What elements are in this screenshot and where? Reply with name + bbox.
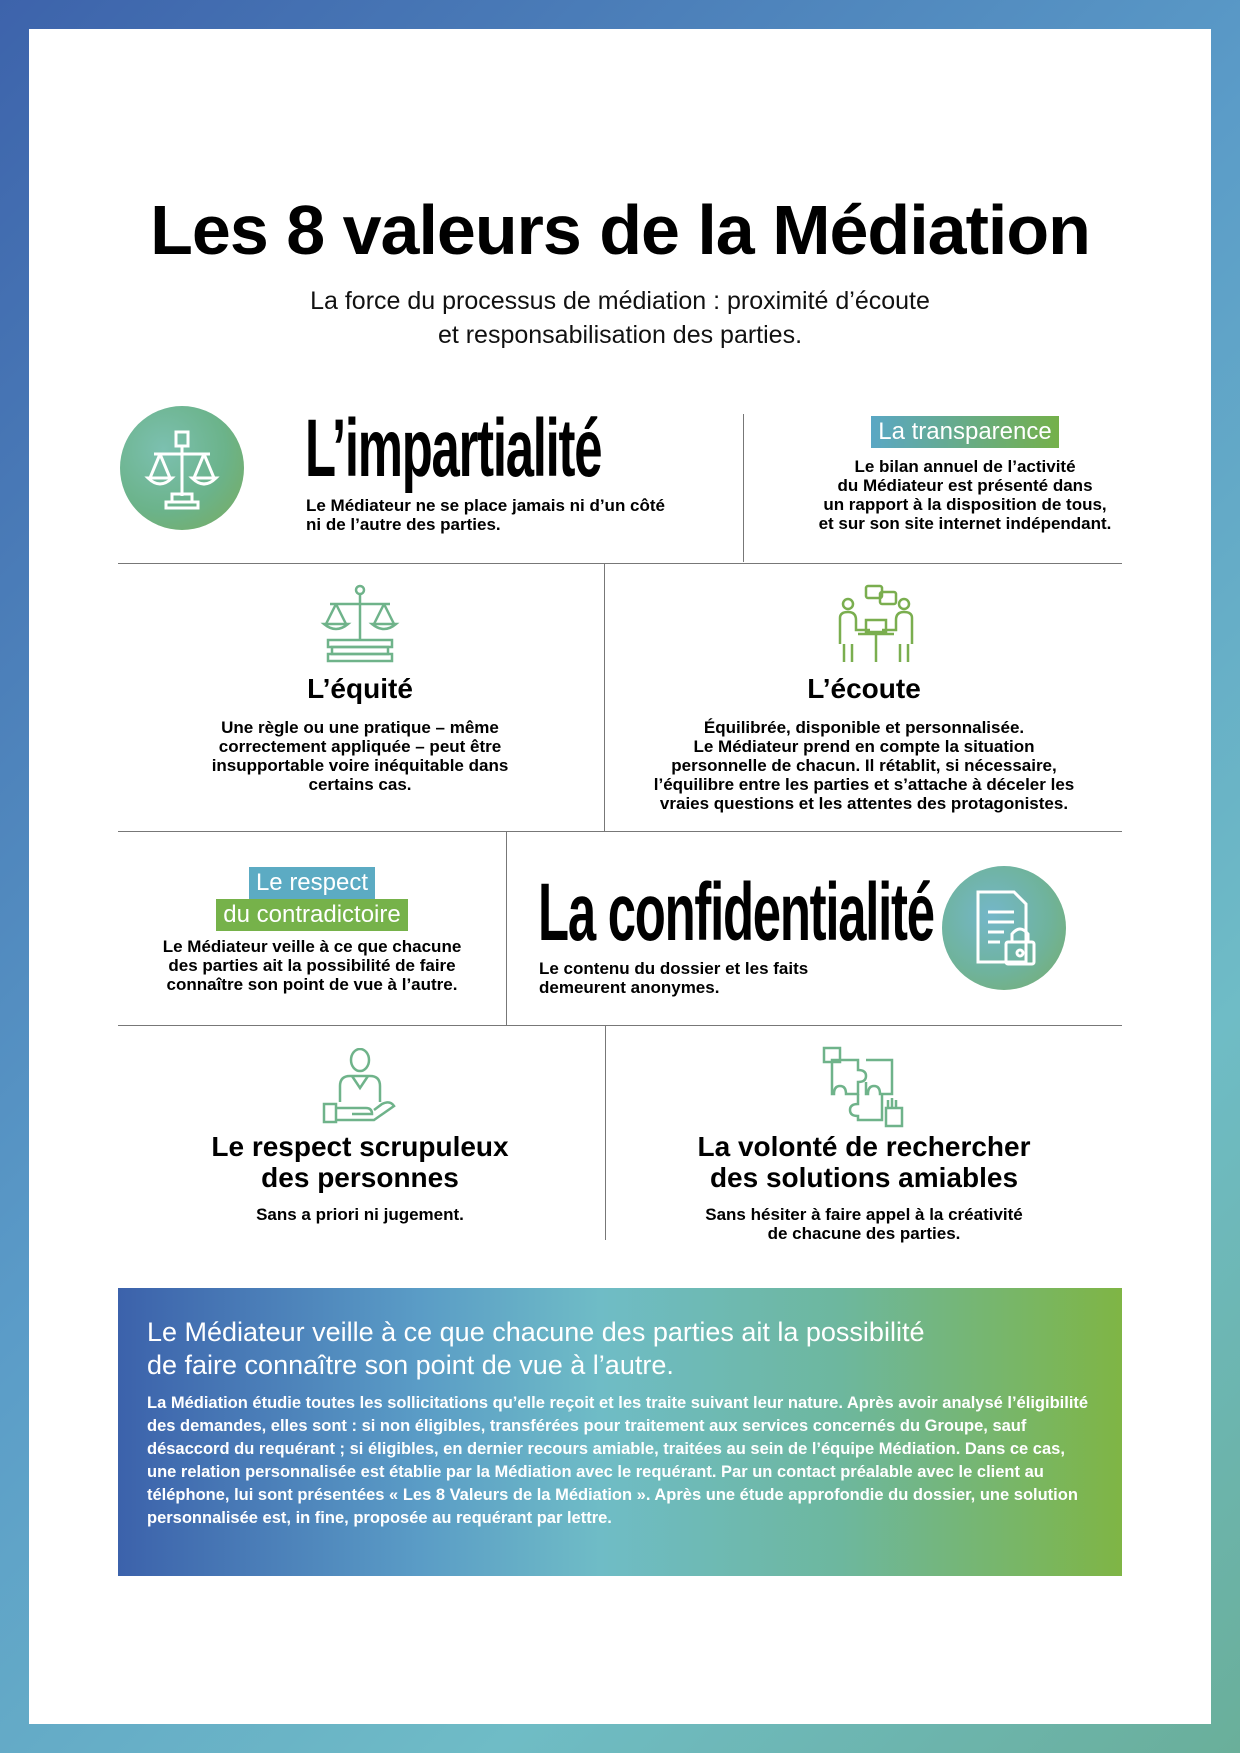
- transparence-block: La transparence Le bilan annuel de l’activité du Médiateur est présenté dans un rapport à la disposition de tous, et sur son site internet indépendant.: [818, 418, 1112, 533]
- person-hand-icon: [322, 1048, 398, 1126]
- document-lock-icon: [942, 866, 1066, 990]
- meeting-chat-icon: [836, 584, 916, 664]
- contradictoire-title-1: Le respect: [249, 867, 375, 899]
- divider: [605, 1025, 606, 1240]
- puzzle-hands-icon: [822, 1046, 904, 1128]
- banner-heading: Le Médiateur veille à ce que chacune des parties ait la possibilité de faire connaître son point de vue à l’autre.: [147, 1317, 925, 1380]
- ecoute-text: Équilibrée, disponible et personnalisée. Le Médiateur prend en compte la situation personnelle de chacun. Il rétablit, si nécessaire, l’équilibre entre les parties et s’attache à déceler les vraies questions et les attentes des protagonistes.: [653, 718, 1075, 813]
- confidentialite-text: Le contenu du dossier et les faits demeurent anonymes.: [539, 959, 809, 997]
- impartialite-text: Le Médiateur ne se place jamais ni d’un côté ni de l’autre des parties.: [306, 496, 666, 534]
- respect-personnes-text: Sans a priori ni jugement.: [256, 1205, 464, 1224]
- transparence-title: La transparence: [871, 416, 1058, 448]
- justice-fist-icon: [120, 406, 244, 530]
- divider: [118, 563, 1122, 564]
- respect-personnes-title: Le respect scrupuleux des personnes: [211, 1131, 509, 1193]
- scales-books-icon: [320, 584, 400, 664]
- contradictoire-block: Le respect du contradictoire Le Médiateur veille à ce que chacune des parties ait la possibilité de faire connaître son point de vue à l’autre.: [162, 869, 462, 994]
- impartialite-title: L’impartialité: [305, 403, 602, 494]
- page-title: Les 8 valeurs de la Médiation: [150, 191, 1090, 269]
- divider: [743, 414, 744, 562]
- confidentialite-title: La confidentialité: [538, 867, 934, 958]
- equite-text: Une règle ou une pratique – même correctement appliquée – peut être insupportable voire inéquitable dans certains cas.: [211, 718, 509, 794]
- divider: [604, 563, 605, 831]
- banner-body: La Médiation étudie toutes les sollicitations qu’elle reçoit et les traite suivant leur nature. Après avoir analysé l’éligibilité des demandes, elles sont : si non éligibles, transférées pour traitement aux services concernés du Groupe, sauf désaccord du requérant ; si éligibles, en dernier recours amiable, traitées au sein de l’équipe Médiation. Dans ce cas, une relation personnalisée est établie par la Médiation avec le requérant. Par un contact préalable avec le client au téléphone, lui sont présentées « Les 8 Valeurs de la Médiation ». Après une étude approfondie du dossier, une solution personnalisée est, in fine, proposée au requérant par lettre.: [147, 1394, 1089, 1527]
- divider: [118, 831, 1122, 832]
- equite-title: L’équité: [307, 673, 413, 704]
- solutions-text: Sans hésiter à faire appel à la créativité de chacune des parties.: [705, 1205, 1023, 1243]
- ecoute-title: L’écoute: [807, 673, 921, 704]
- contradictoire-title-2: du contradictoire: [216, 899, 407, 931]
- divider: [506, 831, 507, 1025]
- solutions-title: La volonté de rechercher des solutions amiables: [697, 1131, 1031, 1193]
- page-subtitle: La force du processus de médiation : proximité d’écoute et responsabilisation des parties.: [310, 287, 930, 349]
- divider: [118, 1025, 1122, 1026]
